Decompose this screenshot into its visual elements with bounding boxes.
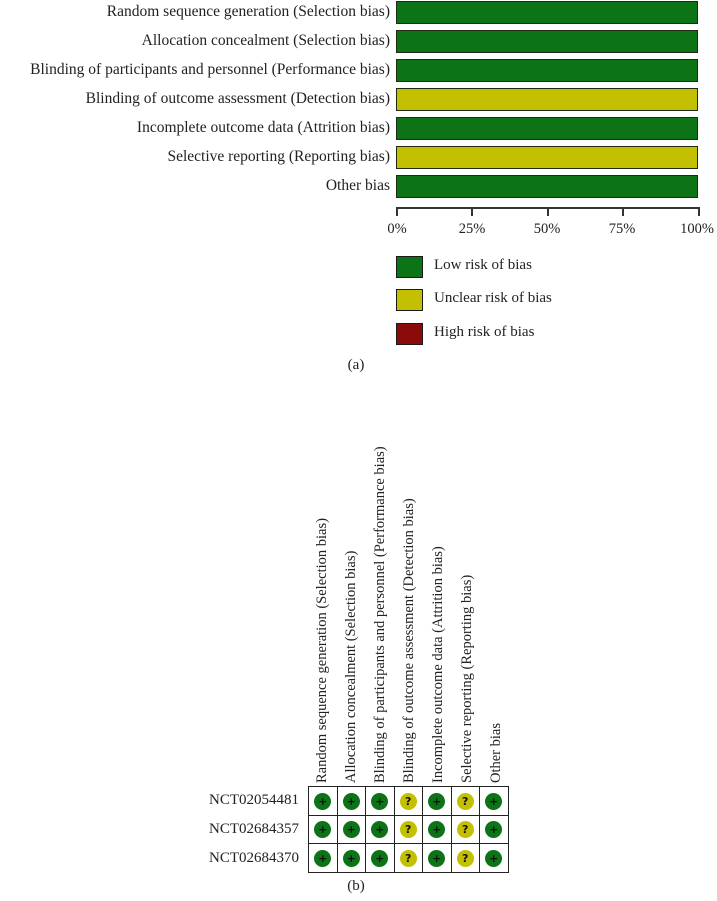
panel-label-a: (a) bbox=[347, 357, 365, 373]
low-risk-plus-icon: + bbox=[343, 821, 360, 838]
unclear-risk-question-icon: ? bbox=[400, 821, 417, 838]
judgement-cell bbox=[451, 787, 480, 816]
bar-label: Selective reporting (Reporting bias) bbox=[167, 148, 390, 165]
legend-label: High risk of bias bbox=[434, 324, 535, 340]
bar-random-sequence bbox=[396, 1, 698, 24]
column-header: Incomplete outcome data (Attrition bias) bbox=[430, 546, 446, 783]
x-tick bbox=[622, 207, 624, 216]
judgement-cell bbox=[309, 787, 338, 816]
judgement-cell bbox=[394, 787, 423, 816]
judgement-cell bbox=[337, 815, 366, 844]
bar-label: Blinding of participants and personnel (Performance bias) bbox=[30, 61, 390, 78]
judgement-cell bbox=[480, 787, 509, 816]
table-row bbox=[309, 844, 509, 873]
bar-blinding-participants bbox=[396, 59, 698, 82]
study-label: NCT02684370 bbox=[209, 850, 299, 866]
low-risk-plus-icon: + bbox=[485, 821, 502, 838]
judgement-cell bbox=[309, 815, 338, 844]
x-tick-label: 100% bbox=[680, 221, 714, 237]
low-risk-plus-icon: + bbox=[428, 850, 445, 867]
legend-label: Unclear risk of bias bbox=[434, 290, 552, 306]
judgement-cell bbox=[394, 844, 423, 873]
low-risk-plus-icon: + bbox=[343, 850, 360, 867]
panel-label-b: (b) bbox=[347, 878, 365, 894]
bar-label: Other bias bbox=[325, 177, 390, 194]
x-tick-label: 50% bbox=[533, 221, 561, 237]
judgement-cell bbox=[337, 844, 366, 873]
low-risk-plus-icon: + bbox=[428, 793, 445, 810]
legend-swatch-unclear bbox=[396, 289, 423, 311]
x-tick bbox=[396, 207, 398, 216]
column-header: Blinding of participants and personnel (Performance bias) bbox=[372, 446, 388, 783]
table-row bbox=[309, 787, 509, 816]
bar-label: Random sequence generation (Selection bias) bbox=[106, 3, 390, 20]
bar-other-bias bbox=[396, 175, 698, 198]
x-tick bbox=[471, 207, 473, 216]
judgement-cell bbox=[423, 844, 452, 873]
bar-selective-reporting bbox=[396, 146, 698, 169]
judgement-cell bbox=[394, 815, 423, 844]
bar-incomplete-outcome bbox=[396, 117, 698, 140]
low-risk-plus-icon: + bbox=[371, 850, 388, 867]
judgement-cell bbox=[309, 844, 338, 873]
bar-blinding-outcome bbox=[396, 88, 698, 111]
low-risk-plus-icon: + bbox=[428, 821, 445, 838]
legend-label: Low risk of bias bbox=[434, 257, 532, 273]
low-risk-plus-icon: + bbox=[343, 793, 360, 810]
column-header: Blinding of outcome assessment (Detection bias) bbox=[401, 498, 417, 783]
low-risk-plus-icon: + bbox=[485, 793, 502, 810]
low-risk-plus-icon: + bbox=[314, 793, 331, 810]
judgement-cell bbox=[480, 815, 509, 844]
bar-allocation-concealment bbox=[396, 30, 698, 53]
unclear-risk-question-icon: ? bbox=[457, 821, 474, 838]
judgement-cell bbox=[423, 787, 452, 816]
judgement-cell bbox=[366, 844, 395, 873]
judgement-cell bbox=[366, 815, 395, 844]
judgement-cell bbox=[423, 815, 452, 844]
low-risk-plus-icon: + bbox=[485, 850, 502, 867]
column-header: Random sequence generation (Selection bias) bbox=[314, 518, 330, 783]
low-risk-plus-icon: + bbox=[314, 850, 331, 867]
bar-label: Allocation concealment (Selection bias) bbox=[141, 32, 390, 49]
column-header: Selective reporting (Reporting bias) bbox=[459, 574, 475, 783]
low-risk-plus-icon: + bbox=[371, 793, 388, 810]
x-tick bbox=[698, 207, 700, 216]
low-risk-plus-icon: + bbox=[314, 821, 331, 838]
unclear-risk-question-icon: ? bbox=[457, 793, 474, 810]
x-tick bbox=[547, 207, 549, 216]
table-row bbox=[309, 815, 509, 844]
x-tick-label: 0% bbox=[387, 221, 407, 237]
legend-swatch-low bbox=[396, 256, 423, 278]
unclear-risk-question-icon: ? bbox=[400, 793, 417, 810]
x-tick-label: 75% bbox=[608, 221, 636, 237]
legend-swatch-high bbox=[396, 323, 423, 345]
low-risk-plus-icon: + bbox=[371, 821, 388, 838]
bar-label: Blinding of outcome assessment (Detection bias) bbox=[85, 90, 390, 107]
column-header: Other bias bbox=[488, 723, 504, 783]
bar-label: Incomplete outcome data (Attrition bias) bbox=[136, 119, 390, 136]
x-tick-label: 25% bbox=[458, 221, 486, 237]
study-label: NCT02054481 bbox=[209, 792, 299, 808]
judgement-cell bbox=[366, 787, 395, 816]
judgement-cell bbox=[451, 844, 480, 873]
study-label: NCT02684357 bbox=[209, 821, 299, 837]
judgement-grid bbox=[308, 786, 509, 873]
unclear-risk-question-icon: ? bbox=[457, 850, 474, 867]
judgement-cell bbox=[337, 787, 366, 816]
judgement-cell bbox=[451, 815, 480, 844]
judgement-cell bbox=[480, 844, 509, 873]
column-header: Allocation concealment (Selection bias) bbox=[343, 550, 359, 783]
unclear-risk-question-icon: ? bbox=[400, 850, 417, 867]
